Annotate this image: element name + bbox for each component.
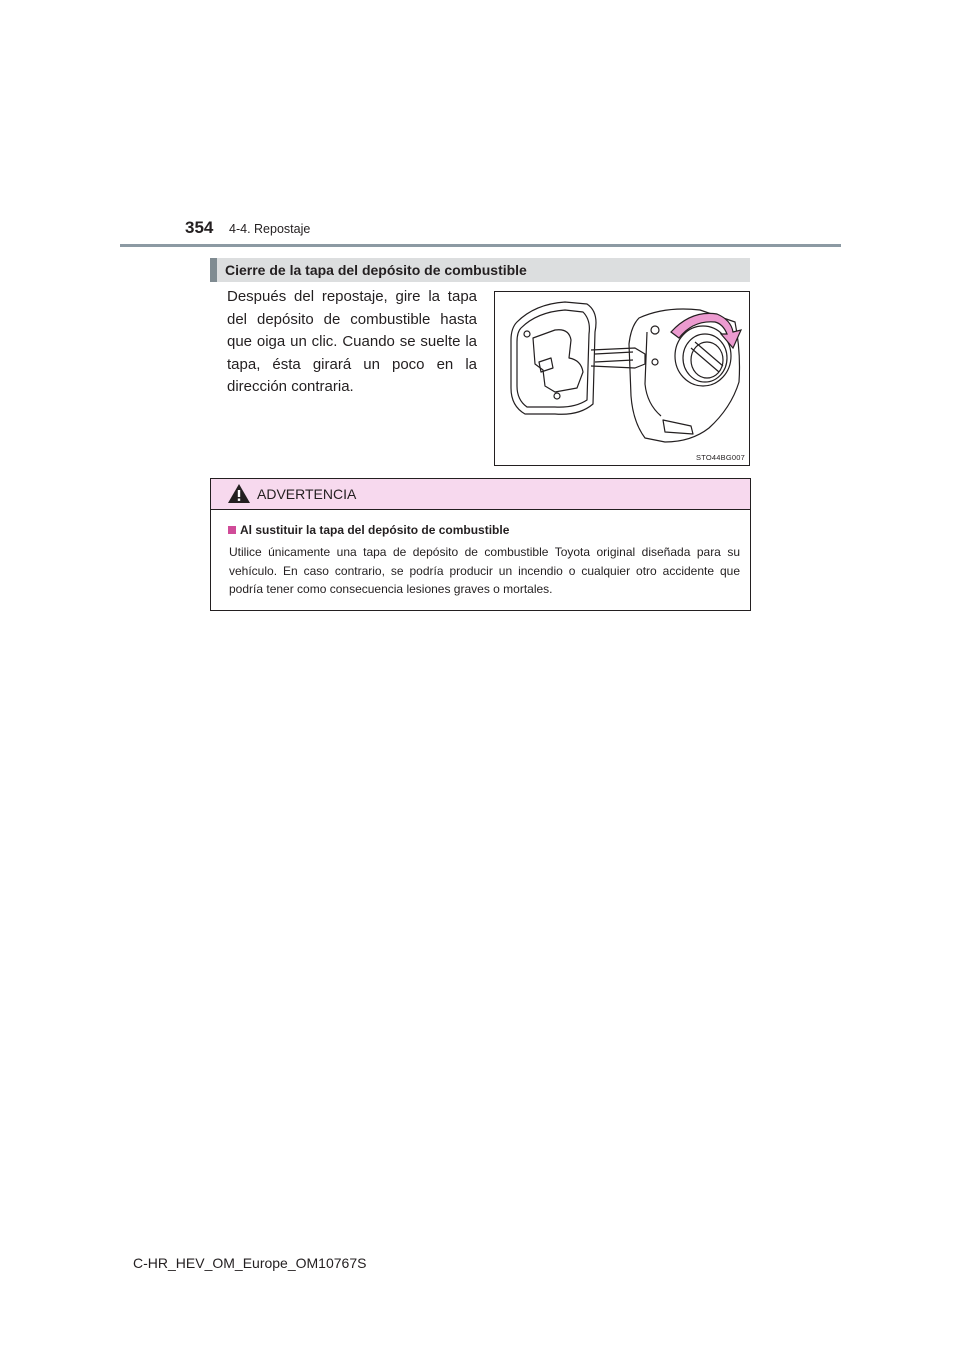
warning-header bbox=[211, 479, 750, 510]
fuel-cap-drawing bbox=[495, 292, 749, 465]
section-heading-bar bbox=[210, 258, 750, 282]
footer-document-id: C-HR_HEV_OM_Europe_OM10767S bbox=[133, 1255, 367, 1271]
figure-code: STO44BG007 bbox=[696, 453, 745, 462]
rotation-arrow bbox=[671, 313, 741, 348]
warning-box bbox=[210, 478, 751, 611]
page-number: 354 bbox=[185, 218, 214, 237]
warning-triangle-icon bbox=[227, 483, 251, 504]
section-body-text: Después del repostaje, gire la tapa del depósito de combustible hasta que oiga un clic. Cuando se suelte la tapa, ésta girará un poco en la dirección contraria. bbox=[227, 288, 477, 396]
warning-item-title bbox=[228, 523, 509, 537]
section-heading: Cierre de la tapa del depósito de combustible bbox=[225, 262, 527, 278]
warning-title: ADVERTENCIA bbox=[257, 486, 357, 502]
square-bullet-icon bbox=[228, 526, 236, 534]
fuel-cap-illustration bbox=[494, 291, 750, 466]
warning-item-title-text: Al sustituir la tapa del depósito de combustible bbox=[240, 523, 510, 537]
header-divider bbox=[120, 244, 841, 247]
section-heading-accent bbox=[210, 258, 217, 282]
warning-item-text: Utilice únicamente una tapa de depósito de combustible Toyota original diseñada para su vehículo. En caso contrario, se podría producir un incendio o cualquier otro accidente que podría tener como consecuencia lesiones graves o mortales. bbox=[229, 545, 740, 596]
section-reference: 4-4. Repostaje bbox=[229, 222, 311, 236]
